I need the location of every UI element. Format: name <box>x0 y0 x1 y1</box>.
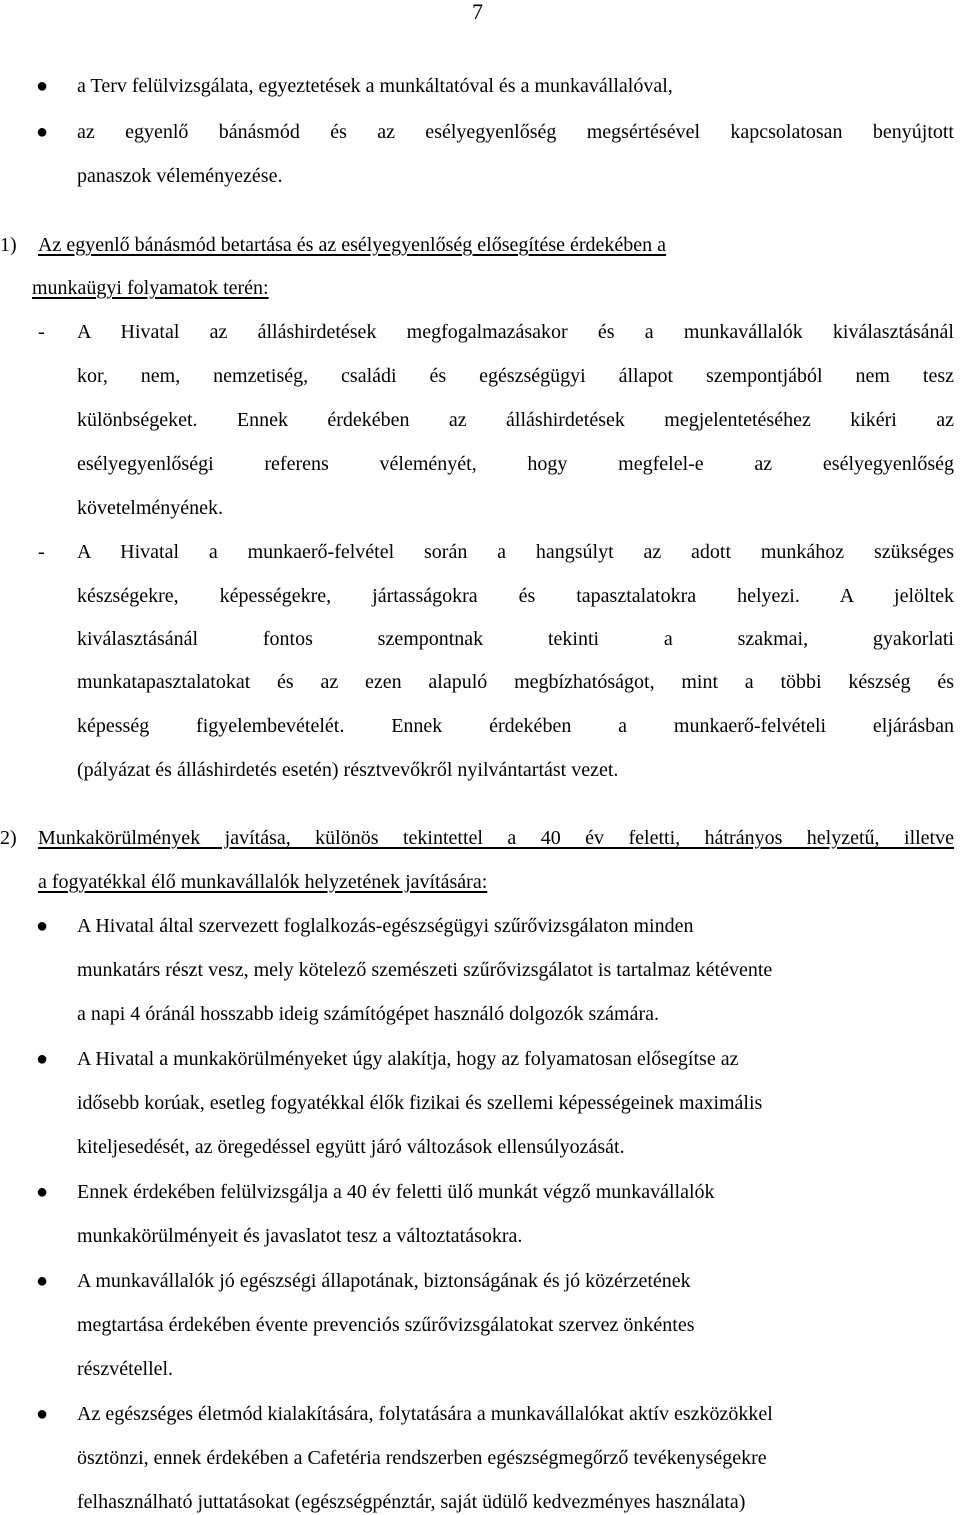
paragraph-line: (pályázat és álláshirdetés esetén) résztvevőkről nyilvántartást vezet. <box>77 759 619 781</box>
bullet-text: idősebb korúak, esetleg fogyatékkal élők fizikai és szellemi képességeinek maximális <box>77 1092 763 1114</box>
paragraph-line: esélyegyenlőségi referens véleményét, hogy megfelel-e az esélyegyenlőség <box>77 453 954 475</box>
bullet-dot-icon: ● <box>36 1270 49 1292</box>
bullet-dot-icon: ● <box>36 1403 49 1425</box>
section-heading: munkaügyi folyamatok terén: <box>32 277 269 299</box>
section-heading: a fogyatékkal élő munkavállalók helyzetének javítására: <box>38 871 488 893</box>
bullet-text: kiteljesedését, az öregedéssel együtt járó változások ellensúlyozását. <box>77 1136 625 1158</box>
section-number: 2) <box>0 827 17 849</box>
section-number: 1) <box>0 234 17 256</box>
bullet-text: a Terv felülvizsgálata, egyeztetések a munkáltatóval és a munkavállalóval, <box>77 75 673 97</box>
paragraph-line: különbségeket. Ennek érdekében az álláshirdetések megjelentetéséhez kikéri az <box>77 409 954 431</box>
bullet-text: részvétellel. <box>77 1358 174 1380</box>
paragraph-line: követelményének. <box>77 497 224 519</box>
bullet-text: Ennek érdekében felülvizsgálja a 40 év feletti ülő munkát végző munkavállalók <box>77 1181 715 1203</box>
bullet-text: munkatárs részt vesz, mely kötelező szemészeti szűrővizsgálatot is tartalmaz kétévente <box>77 959 773 981</box>
bullet-text: A munkavállalók jó egészségi állapotának, biztonságának és jó közérzetének <box>77 1270 691 1292</box>
section-heading: Munkakörülmények javítása, különös tekintettel a 40 év feletti, hátrányos helyzetű, illetve <box>38 827 954 849</box>
bullet-text: panaszok véleményezése. <box>77 165 283 187</box>
bullet-dot-icon: ● <box>36 75 49 97</box>
section-heading: Az egyenlő bánásmód betartása és az esélyegyenlőség elősegítése érdekében a <box>38 234 667 256</box>
bullet-text: az egyenlő bánásmód és az esélyegyenlőség megsértésével kapcsolatosan benyújtott <box>77 121 954 143</box>
bullet-dot-icon: ● <box>36 1181 49 1203</box>
dash-marker: - <box>38 541 45 563</box>
bullet-text: megtartása érdekében évente prevenciós szűrővizsgálatokat szervez önkéntes <box>77 1314 695 1336</box>
bullet-text: A Hivatal által szervezett foglalkozás-egészségügyi szűrővizsgálaton minden <box>77 915 694 937</box>
bullet-text: A Hivatal a munkakörülményeket úgy alakítja, hogy az folyamatosan elősegítse az <box>77 1048 739 1070</box>
paragraph-line: kiválasztásánál fontos szempontnak tekinti a szakmai, gyakorlati <box>77 628 954 650</box>
dash-marker: - <box>38 321 45 343</box>
paragraph-line: kor, nem, nemzetiség, családi és egészségügyi állapot szempontjából nem tesz <box>77 365 954 387</box>
bullet-dot-icon: ● <box>36 1048 49 1070</box>
bullet-text: a napi 4 óránál hosszabb ideig számítógépet használó dolgozók számára. <box>77 1003 660 1025</box>
paragraph-line: A Hivatal az álláshirdetések megfogalmazásakor és a munkavállalók kiválasztásánál <box>77 321 954 343</box>
paragraph-line: készségekre, képességekre, jártasságokra és tapasztalatokra helyezi. A jelöltek <box>77 585 954 607</box>
page-number: 7 <box>472 0 483 24</box>
bullet-text: munkakörülményeit és javaslatot tesz a változtatásokra. <box>77 1225 523 1247</box>
bullet-text: ösztönzi, ennek érdekében a Cafetéria rendszerben egészségmegőrző tevékenységekre <box>77 1447 767 1469</box>
paragraph-line: képesség figyelembevételét. Ennek érdekében a munkaerő-felvételi eljárásban <box>77 715 954 737</box>
bullet-text: Az egészséges életmód kialakítására, folytatására a munkavállalókat aktív eszközökkel <box>77 1403 773 1425</box>
paragraph-line: munkatapasztalatokat és az ezen alapuló megbízhatóságot, mint a többi készség és <box>77 671 954 693</box>
paragraph-line: A Hivatal a munkaerő-felvétel során a hangsúlyt az adott munkához szükséges <box>77 541 954 563</box>
bullet-dot-icon: ● <box>36 915 49 937</box>
bullet-dot-icon: ● <box>36 121 49 143</box>
bullet-text: felhasználható juttatásokat (egészségpénztár, saját üdülő kedvezményes használata) <box>77 1491 746 1513</box>
